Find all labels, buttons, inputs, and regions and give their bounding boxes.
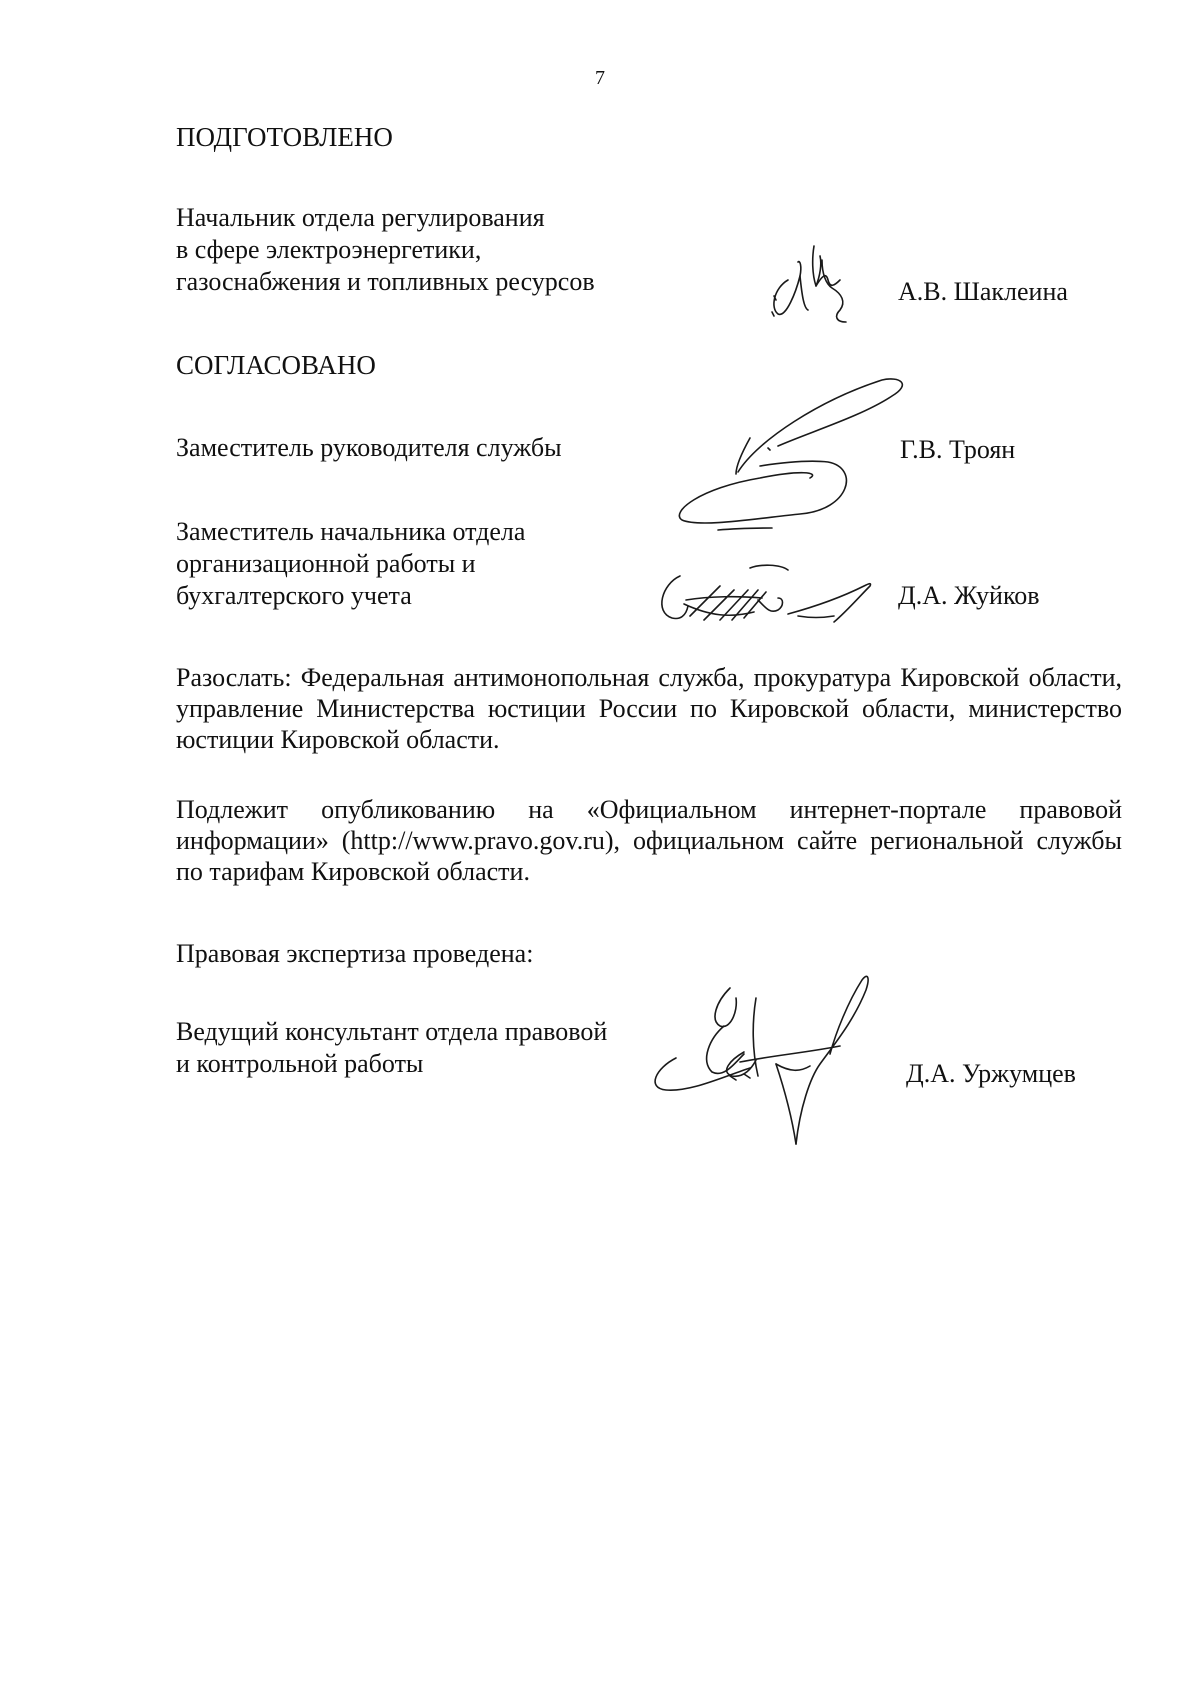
legal-review-position-line-1: Ведущий консультант отдела правовой	[176, 1017, 608, 1046]
signature-shakleina	[760, 240, 880, 350]
agreed-position-line-3: бухгалтерского учета	[176, 581, 412, 610]
publication-paragraph: Подлежит опубликованию на «Официальном интернет-портале правовой информации» (http://www.pravo.gov.ru), официальном сайте региональной службы по тарифам Кировской области.	[176, 795, 1122, 886]
signature-zhuikov	[650, 556, 910, 636]
agreed-position-line-2: организационной работы и	[176, 549, 476, 578]
prepared-position-line-3: газоснабжения и топливных ресурсов	[176, 267, 595, 296]
prepared-position-line-1: Начальник отдела регулирования	[176, 203, 545, 232]
legal-review-signatory-name: Д.А. Уржумцев	[906, 1059, 1076, 1088]
prepared-position-line-2: в сфере электроэнергетики,	[176, 235, 482, 264]
legal-review-position-line-2: и контрольной работы	[176, 1049, 424, 1078]
agreed-heading: СОГЛАСОВАНО	[176, 350, 376, 380]
agreed-signatory-1-name: Г.В. Троян	[900, 435, 1016, 464]
distribution-paragraph: Разослать: Федеральная антимонопольная служба, прокуратура Кировской области, управление Министерства юстиции России по Кировской области, министерство юстиции Кировской области.	[176, 663, 1122, 754]
signature-troyan	[660, 360, 920, 540]
agreed-position-deputy-head: Заместитель руководителя службы	[176, 433, 562, 462]
agreed-signatory-2-name: Д.А. Жуйков	[898, 581, 1040, 610]
page-number: 7	[595, 67, 605, 89]
signature-urzhumtsev	[640, 968, 900, 1148]
prepared-signatory-name: А.В. Шаклеина	[898, 277, 1068, 306]
legal-review-statement: Правовая экспертиза проведена:	[176, 939, 534, 968]
prepared-heading: ПОДГОТОВЛЕНО	[176, 122, 393, 152]
agreed-position-line-1: Заместитель начальника отдела	[176, 517, 526, 546]
